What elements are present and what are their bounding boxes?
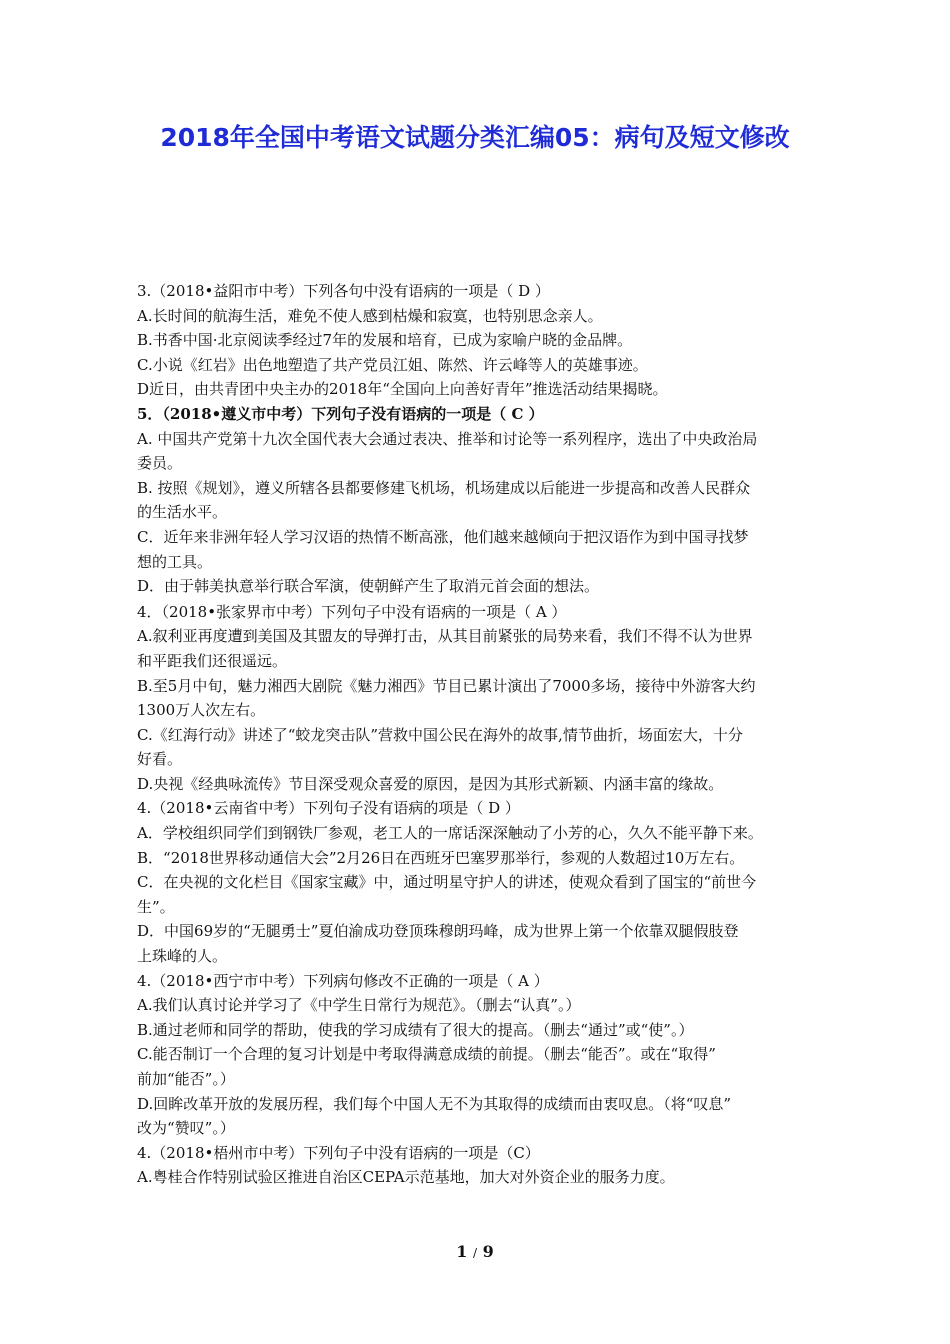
question-block <box>137 1141 819 1190</box>
question-option-line: B.至5月中旬，魅力湘西大剧院《魅力湘西》节目已累计演出了7000多场，接待中外游客大约 <box>137 676 756 695</box>
question-option-line: D．中国69岁的“无腿勇士”夏伯渝成功登顶珠穆朗玛峰，成为世界上第一个依靠双腿假肢登 <box>137 922 739 941</box>
question-option-line: A.我们认真讨论并学习了《中学生日常行为规范》。（删去“认真”。） <box>137 996 581 1015</box>
question-option-line: A.长时间的航海生活，难免不使人感到枯燥和寂寞，也特别思念亲人。 <box>137 306 603 325</box>
page-number <box>0 1242 950 1261</box>
question-stem: 4.（2018•梧州市中考）下列句子中没有语病的一项是（C） <box>137 1143 540 1162</box>
question-block <box>137 796 819 968</box>
question-option-line: C．近年来非洲年轻人学习汉语的热情不断高涨，他们越来越倾向于把汉语作为到中国寻找梦 <box>137 527 749 546</box>
question-option-line: 上珠峰的人。 <box>137 947 228 966</box>
question-stem: 3.（2018•益阳市中考）下列各句中没有语病的一项是（ D ） <box>137 282 550 300</box>
question-option-line: B.通过老师和同学的帮助，使我的学习成绩有了很大的提高。（删去“通过”或“使”。） <box>137 1020 694 1039</box>
question-option-line: C.能否制订一个合理的复习计划是中考取得满意成绩的前提。（删去“能否”。或在“取得” <box>137 1045 716 1064</box>
page-separator: / <box>472 1246 478 1260</box>
question-stem: 5．（2018•遵义市中考）下列句子没有语病的一项是（ C ） <box>137 404 544 423</box>
question-stem: 4.（2018•西宁市中考）下列病句修改不正确的一项是（ A ） <box>137 971 549 990</box>
question-stem: 4．（2018•张家界市中考）下列句子中没有语病的一项是（ A ） <box>137 602 567 621</box>
question-option-line: B. 按照《规划》，遵义所辖各县都要修建飞机场，机场建成以后能进一步提高和改善人民群众 <box>137 478 751 497</box>
question-option-line: 生”。 <box>137 897 175 916</box>
question-option-line: D.回眸改革开放的发展历程，我们每个中国人无不为其取得的成绩而由衷叹息。（将“叹息” <box>137 1094 732 1113</box>
question-option-line: A．学校组织同学们到钢铁厂参观，老工人的一席话深深触动了小芳的心，久久不能平静下来。 <box>137 824 763 843</box>
question-option-line: C．在央视的文化栏目《国家宝藏》中，通过明星守护人的讲述，使观众看到了国宝的“前世今 <box>137 873 757 892</box>
question-option-line: B.书香中国·北京阅读季经过7年的发展和培育，已成为家喻户晓的金品牌。 <box>137 331 633 350</box>
question-block <box>137 969 819 1141</box>
page-total: 9 <box>482 1242 494 1261</box>
question-option-line: 的生活水平。 <box>137 503 228 522</box>
question-option-line: 和平距我们还很遥远。 <box>137 651 288 670</box>
question-option-line: 前加“能否”。） <box>137 1070 235 1088</box>
question-option-line: 1300万人次左右。 <box>137 701 266 720</box>
question-block <box>137 402 819 599</box>
page-current: 1 <box>456 1242 468 1261</box>
question-option-line: B．“2018世界移动通信大会”2月26日在西班牙巴塞罗那举行，参观的人数超过10万左右。 <box>137 848 745 867</box>
question-option-line: A.粤桂合作特别试验区推进自治区CEPA示范基地，加大对外资企业的服务力度。 <box>137 1168 675 1187</box>
question-option-line: C.小说《红岩》出色地塑造了共产党员江姐、陈然、许云峰等人的英雄事迹。 <box>137 355 648 374</box>
question-option-line: 委员。 <box>137 454 183 473</box>
question-option-line: 改为“赞叹”。） <box>137 1119 235 1138</box>
question-list <box>137 279 819 1190</box>
question-block <box>137 279 819 402</box>
question-stem: 4.（2018•云南省中考）下列句子没有语病的项是（ D ） <box>137 799 520 818</box>
question-option-line: 好看。 <box>137 750 183 769</box>
document-title: 2018年全国中考语文试题分类汇编05：病句及短文修改 <box>160 123 790 152</box>
question-option-line: C.《红海行动》讲述了“蛟龙突击队”营救中国公民在海外的故事,情节曲折，场面宏大，十分 <box>137 725 743 744</box>
question-option-line: 想的工具。 <box>137 552 213 571</box>
question-option-line: D．由于韩美执意举行联合军演，使朝鲜产生了取消元首会面的想法。 <box>137 577 600 596</box>
question-option-line: D近日，由共青团中央主办的2018年“全国向上向善好青年”推选活动结果揭晓。 <box>137 380 668 399</box>
question-option-line: A.叙利亚再度遭到美国及其盟友的导弹打击，从其目前紧张的局势来看，我们不得不认为世界 <box>137 627 753 646</box>
question-option-line: D.央视《经典咏流传》节目深受观众喜爱的原因，是因为其形式新颖、内涵丰富的缘故。 <box>137 774 724 793</box>
question-option-line: A. 中国共产党第十九次全国代表大会通过表决、推举和讨论等一系列程序，选出了中央政治局 <box>137 429 758 448</box>
question-block <box>137 600 819 797</box>
